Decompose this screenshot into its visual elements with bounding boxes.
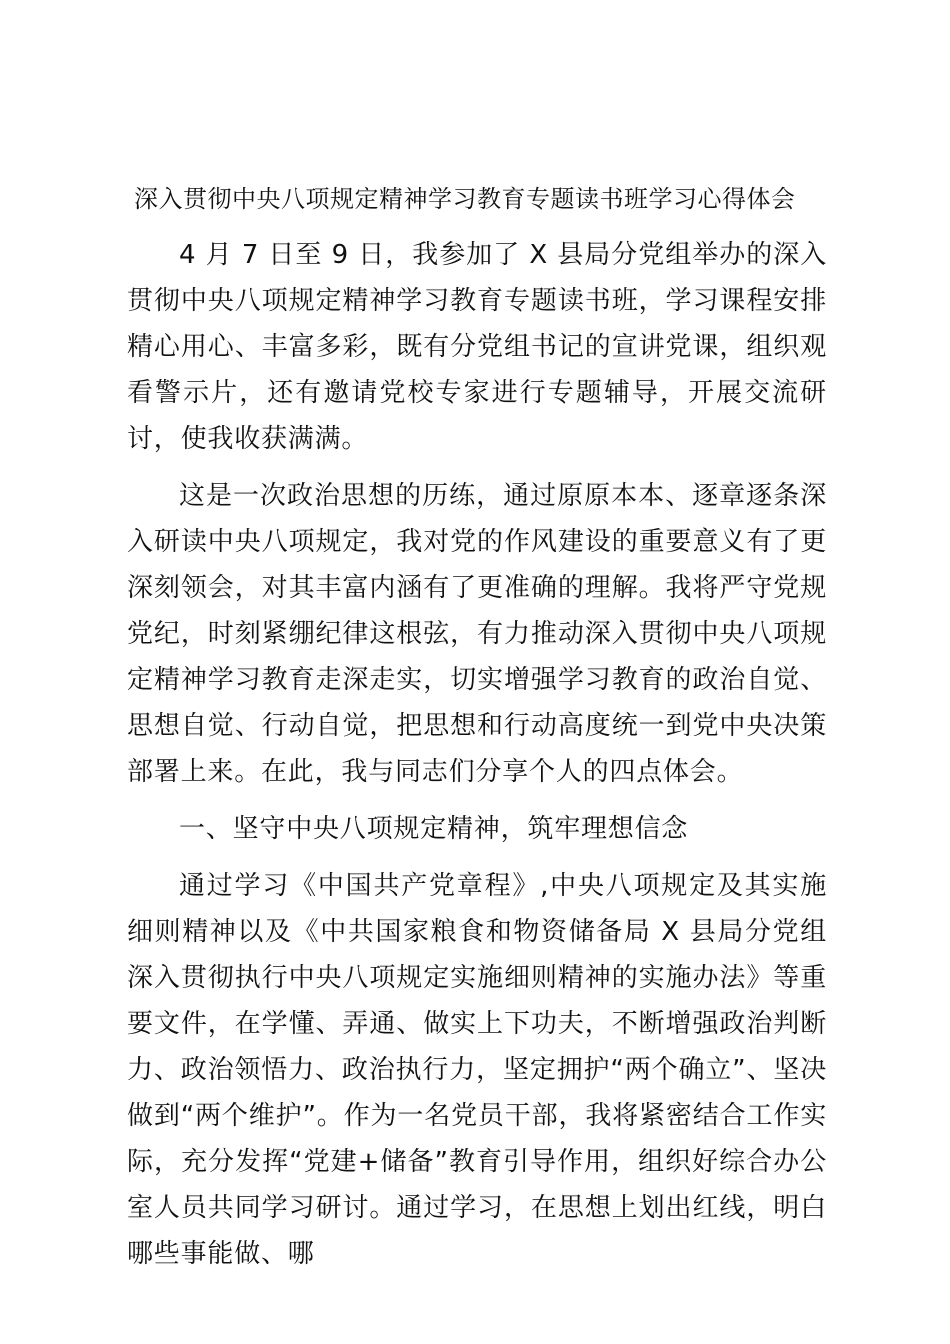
section-heading-1: 一、坚守中央八项规定精神，筑牢理想信念 — [179, 814, 689, 844]
paragraph-reflection: 这是一次政治思想的历练，通过原原本本、逐章逐条深入研读中央八项规定，我对党的作风建设的重要意义有了更深刻领会，对其丰富内涵有了更准确的理解。我将严守党规党纪，时刻紧绷纪律这根弦，有力推动深入贯彻中央八项规定精神学习教育走深走实，切实增强学习教育的政治自觉、思想自觉、行动自觉，把思想和行动高度统一到党中央决策部署上来。在此，我与同志们分享个人的四点体会。 — [127, 481, 827, 787]
document-title: 深入贯彻中央八项规定精神学习教育专题读书班学习心得体会 — [134, 185, 796, 213]
document-body — [127, 232, 827, 1288]
paragraph-intro: 4 月 7 日至 9 日，我参加了 X 县局分党组举办的深入贯彻中央八项规定精神学习教育专题读书班，学习课程安排精心用心、丰富多彩，既有分党组书记的宣讲党课，组织观看警示片，还有邀请党校专家进行专题辅导，开展交流研讨，使我收获满满。 — [127, 240, 827, 454]
section-1-paragraph: 通过学习《中国共产党章程》,中央八项规定及其实施细则精神以及《中共国家粮食和物资储备局 X 县局分党组深入贯彻执行中央八项规定实施细则精神的实施办法》等重要文件，在学懂、弄通、做实上下功夫，不断增强政治判断力、政治领悟力、政治执行力，坚定拥护“两个确立”、坚决做到“两个维护”。作为一名党员干部，我将紧密结合工作实际，充分发挥“党建+储备”教育引导作用，组织好综合办公室人员共同学习研讨。通过学习，在思想上划出红线，明白哪些事能做、哪 — [127, 871, 827, 1269]
